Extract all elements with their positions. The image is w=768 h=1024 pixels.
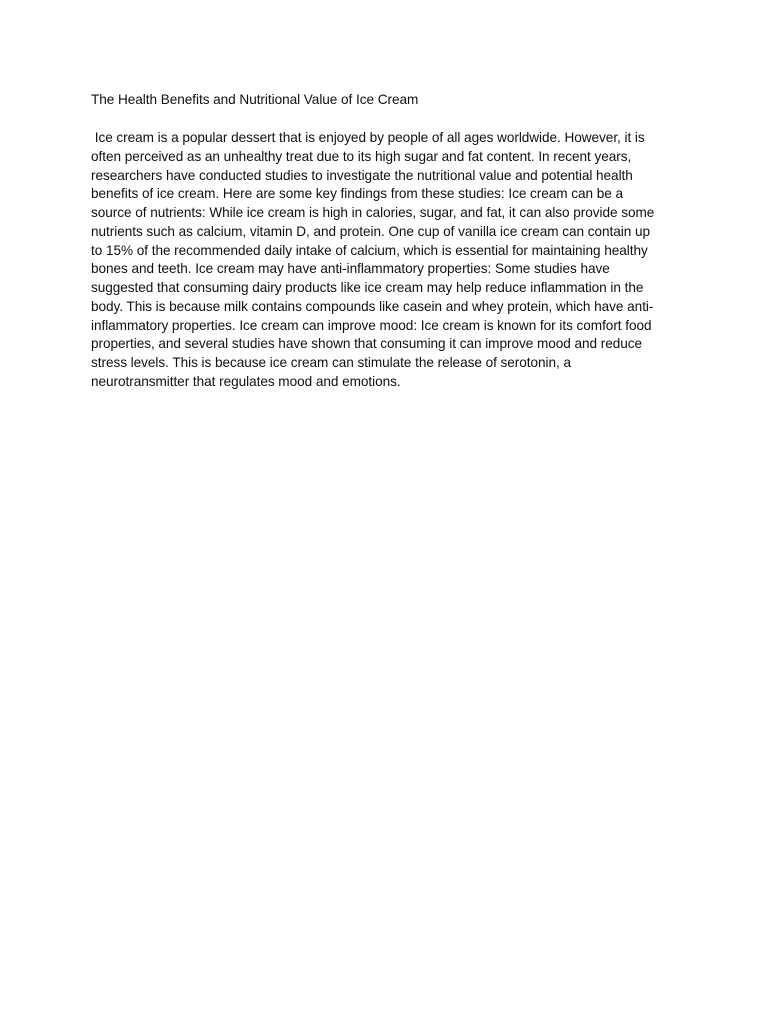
body-line: bones and teeth. Ice cream may have anti-inflammatory properties: Some studies have xyxy=(91,261,610,277)
body-line: inflammatory properties. Ice cream can improve mood: Ice cream is known for its comfort food xyxy=(91,317,652,333)
body-line: Ice cream is a popular dessert that is enjoyed by people of all ages worldwide. However, it is xyxy=(91,130,645,145)
document-body xyxy=(91,129,691,392)
body-line: often perceived as an unhealthy treat due to its high sugar and fat content. In recent years, xyxy=(91,148,632,164)
document-title: The Health Benefits and Nutritional Value of Ice Cream xyxy=(91,92,419,107)
body-line: nutrients such as calcium, vitamin D, and protein. One cup of vanilla ice cream can contain up xyxy=(91,223,650,239)
body-line: benefits of ice cream. Here are some key findings from these studies: Ice cream can be a xyxy=(91,186,624,202)
body-line: body. This is because milk contains compounds like casein and whey protein, which have anti- xyxy=(91,298,654,314)
body-line: researchers have conducted studies to investigate the nutritional value and potential health xyxy=(91,167,633,183)
body-line: neurotransmitter that regulates mood and emotions. xyxy=(91,373,401,389)
body-line: source of nutrients: While ice cream is high in calories, sugar, and fat, it can also provide some xyxy=(91,205,655,220)
body-line: properties, and several studies have shown that consuming it can improve mood and reduce xyxy=(91,336,642,352)
body-line: suggested that consuming dairy products like ice cream may help reduce inflammation in the xyxy=(91,280,644,295)
body-line: stress levels. This is because ice cream can stimulate the release of serotonin, a xyxy=(91,355,571,370)
body-line: to 15% of the recommended daily intake of calcium, which is essential for maintaining healthy xyxy=(91,242,648,258)
